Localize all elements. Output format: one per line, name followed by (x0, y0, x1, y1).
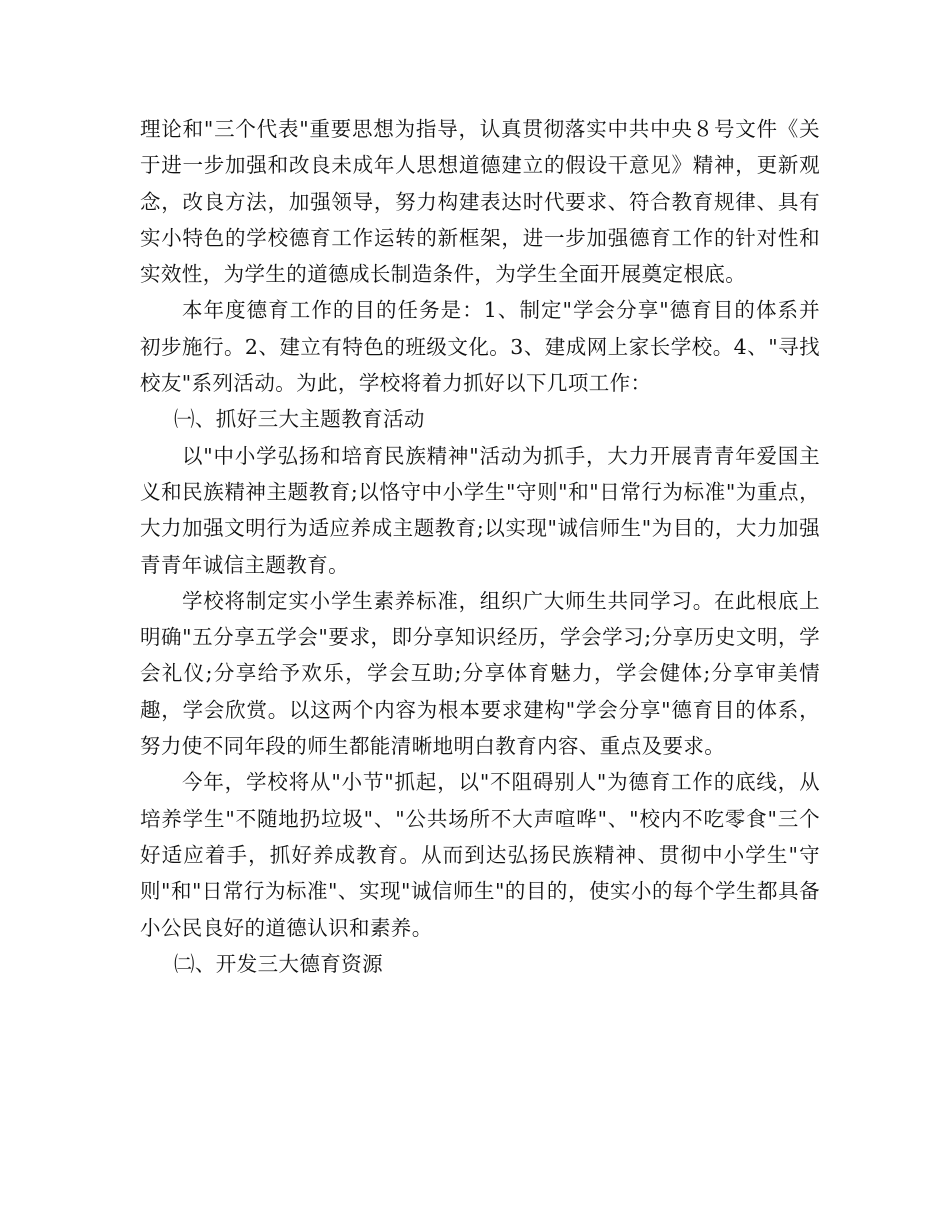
document-body (140, 111, 820, 982)
paragraph-habit-formation: 今年，学校将从"小节"抓起，以"不阻碍别人"为德育工作的底线，从培养学生"不随地扔垃圾"、"公共场所不大声喧哗"、"校内不吃零食"三个好适应着手，抓好养成教育。从而到达弘扬民族精神、贯彻中小学生"守则"和"日常行为标准"、实现"诚信师生"的目的，使实小的每个学生都具备小公民良好的道德认识和素养。 (140, 770, 820, 940)
paragraph-theme-education: 以"中小学弘扬和培育民族精神"活动为抓手，大力开展青青年爱国主义和民族精神主题教育;以恪守中小学生"守则"和"日常行为标准"为重点，大力加强文明行为适应养成主题教育;以实现"诚信师生"为目的，大力加强青青年诚信主题教育。 (140, 443, 820, 577)
paragraph-continuation: 理论和"三个代表"重要思想为指导，认真贯彻落实中共中央８号文件《关于进一步加强和改良未成年人思想道德建立的假设干意见》精神，更新观念，改良方法，加强领导，努力构建表达时代要求、符合教育规律、具有实小特色的学校德育工作运转的新框架，进一步加强德育工作的针对性和实效性，为学生的道德成长制造条件，为学生全面开展奠定根底。 (140, 117, 820, 287)
paragraph-literacy-standards: 学校将制定实小学生素养标准，组织广大师生共同学习。在此根底上明确"五分享五学会"要求，即分享知识经历，学会学习;分享历史文明，学会礼仪;分享给予欢乐，学会互助;分享体育魅力，学会健体;分享审美情趣，学会欣赏。以这两个内容为根本要求建构"学会分享"德育目的体系，努力使不同年段的师生都能清晰地明白教育内容、重点及要求。 (140, 588, 820, 759)
section-heading-2: ㈡、开发三大德育资源 (174, 951, 383, 976)
paragraph-goals: 本年度德育工作的目的任务是：1、制定"学会分享"德育目的体系并初步施行。2、建立有特色的班级文化。3、建成网上家长学校。4、"寻找校友"系列活动。为此，学校将着力抓好以下几项工作： (140, 298, 820, 396)
section-heading-1: ㈠、抓好三大主题教育活动 (174, 407, 425, 432)
